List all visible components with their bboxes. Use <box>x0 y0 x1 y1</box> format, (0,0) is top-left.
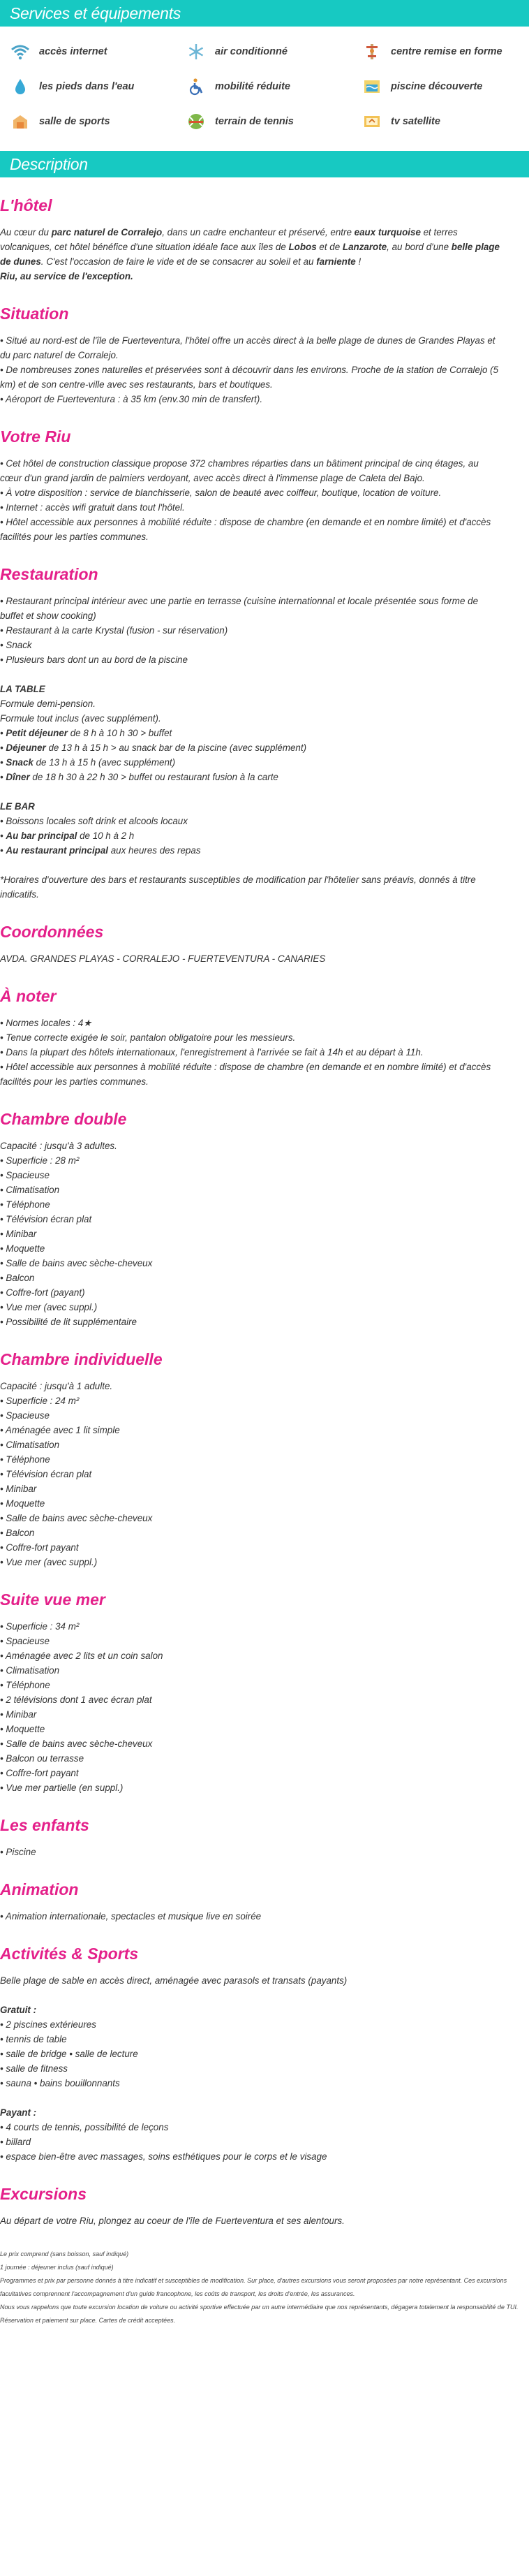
text-line: • Climatisation <box>0 1665 60 1676</box>
text-line: • Hôtel accessible aux personnes à mobilité réduite : dispose de chambre (en demande et en nombre limité) et d'accès <box>0 517 491 527</box>
description-content <box>0 177 529 2327</box>
restauration-note: *Horaires d'ouverture des bars et restaurants susceptibles de modification par l'hôtelier sans préavis, donnés à titre <box>0 874 476 885</box>
section-hotel <box>0 196 519 284</box>
restauration-note: indicatifs. <box>0 889 39 900</box>
text-line: • Moquette <box>0 1724 45 1734</box>
service-item-accessibility <box>186 77 362 96</box>
text-line: • Spacieuse <box>0 1636 50 1646</box>
bar-title: LE BAR <box>0 801 35 812</box>
text-line: • Balcon <box>0 1273 35 1283</box>
text-line: • espace bien-être avec massages, soins esthétiques pour le corps et le visage <box>0 2151 327 2162</box>
section-animation <box>0 1880 519 1924</box>
service-item-fitness <box>362 42 529 61</box>
service-item-beach <box>10 77 186 96</box>
service-item-sports-hall <box>10 112 186 131</box>
text-line: • Salle de bains avec sèche-cheveux <box>0 1258 153 1268</box>
section-situation <box>0 304 519 407</box>
wheelchair-icon <box>186 77 207 96</box>
service-item-tv <box>362 112 529 131</box>
text-line: • Aéroport de Fuerteventura : à 35 km (env.30 min de transfert). <box>0 394 263 404</box>
activites-intro: Belle plage de sable en accès direct, aménagée avec parasols et transats (payants) <box>0 1975 348 1986</box>
text-line: facultatives comprennent l'accompagnement d'un guide francophone, les coûts de transport, les droits d'entrée, les assurances. <box>0 2290 355 2297</box>
section-title: Situation <box>0 305 69 323</box>
text-line: • Vue mer (avec suppl.) <box>0 1557 98 1567</box>
riu-lines <box>0 456 519 544</box>
text-line: • Superficie : 24 m² <box>0 1396 80 1406</box>
text-line: km) et de son centre-ville avec ses restaurants, bars et boutiques. <box>0 379 273 390</box>
section-title: Votre Riu <box>0 427 71 446</box>
section-chambre-double <box>0 1109 519 1329</box>
text-line: • Balcon <box>0 1528 35 1538</box>
section-suite-vue-mer <box>0 1590 519 1795</box>
text-line: • Restaurant à la carte Krystal (fusion - sur réservation) <box>0 625 228 636</box>
table-title: LA TABLE <box>0 684 45 694</box>
text-line: • Animation internationale, spectacles et musique live en soirée <box>0 1911 262 1922</box>
text-line: • Normes locales : 4★ <box>0 1018 92 1028</box>
sports-hall-icon <box>10 112 31 131</box>
text-line: • Coffre-fort payant <box>0 1542 79 1553</box>
text-line: Nous vous rappelons que toute excursion location de voiture ou activité sportive effectuée par un autre intermédiaire que nos représentants, dégagera totalement la responsabilité de TUI. <box>0 2304 519 2311</box>
service-label: terrain de tennis <box>215 116 294 127</box>
text-line: • Coffre-fort (payant) <box>0 1287 85 1298</box>
text-line: • billard <box>0 2137 31 2147</box>
section-title: Chambre double <box>0 1110 127 1128</box>
text-line: • 2 télévisions dont 1 avec écran plat <box>0 1695 152 1705</box>
text-line: • Télévision écran plat <box>0 1214 92 1224</box>
text-line: Programmes et prix par personne donnés à titre indicatif et susceptibles de modification. Sur place, d'autres excursions vous seront proposées par notre représentant. Ces excursions <box>0 2277 507 2284</box>
text-line: Réservation et paiement sur place. Cartes de crédit acceptées. <box>0 2317 176 2324</box>
snowflake-icon <box>186 42 207 61</box>
service-label: mobilité réduite <box>215 81 290 92</box>
text-line: • Superficie : 28 m² <box>0 1155 80 1166</box>
section-title: Activités & Sports <box>0 1945 139 1963</box>
text-line: • Moquette <box>0 1498 45 1509</box>
section-title: Animation <box>0 1880 79 1898</box>
section-title: À noter <box>0 987 57 1005</box>
text-line: • Tenue correcte exigée le soir, pantalon obligatoire pour les messieurs. <box>0 1032 296 1043</box>
table-line: • Déjeuner de 13 h à 15 h > au snack bar de la piscine (avec supplément) <box>0 742 307 753</box>
text-line: • Salle de bains avec sèche-cheveux <box>0 1739 153 1749</box>
water-drop-icon <box>10 77 31 96</box>
tennis-icon <box>186 112 207 131</box>
text-line: • Situé au nord-est de l'île de Fuerteventura, l'hôtel offre un accès direct à la belle plage de dunes de Grandes Playas et <box>0 335 496 346</box>
gratuit-title: Gratuit : <box>0 2005 37 2015</box>
excursions-text: Au départ de votre Riu, plongez au coeur de l'île de Fuerteventura et ses alentours. <box>0 2216 345 2226</box>
description-header: Description <box>0 151 529 177</box>
table-line: Formule tout inclus (avec supplément). <box>0 713 161 724</box>
hotel-slogan: Riu, au service de l'exception. <box>0 271 133 281</box>
section-enfants <box>0 1815 519 1859</box>
satellite-tv-icon <box>362 112 382 131</box>
text-line: • Spacieuse <box>0 1410 50 1421</box>
section-title: Excursions <box>0 2185 87 2203</box>
text-line: • Snack <box>0 640 32 650</box>
table-line: • Petit déjeuner de 8 h à 10 h 30 > buffet <box>0 728 172 738</box>
table-line: • Dîner de 18 h 30 à 22 h 30 > buffet ou restaurant fusion à la carte <box>0 772 278 782</box>
services-header: Services et équipements <box>0 0 529 27</box>
services-grid <box>0 27 529 131</box>
animation-lines <box>0 1909 519 1924</box>
service-item-tennis <box>186 112 362 131</box>
text-line: Capacité : jusqu'à 1 adulte. <box>0 1381 113 1391</box>
pool-icon <box>362 77 382 96</box>
a-noter-lines <box>0 1016 519 1089</box>
service-label: piscine découverte <box>391 81 483 92</box>
section-excursions <box>0 2184 519 2228</box>
text-line: • Hôtel accessible aux personnes à mobilité réduite : dispose de chambre (en demande et en nombre limité) et d'accès <box>0 1062 491 1072</box>
text-line: • Minibar <box>0 1484 37 1494</box>
restauration-lines <box>0 594 519 667</box>
payant-lines <box>0 2120 519 2164</box>
text-line: du parc naturel de Corralejo. <box>0 350 119 360</box>
text-line: • Restaurant principal intérieur avec une partie en terrasse (cuisine internationnal et locale présentée sous forme de <box>0 596 479 606</box>
service-item-internet <box>10 42 186 61</box>
text-line: • Vue mer partielle (en suppl.) <box>0 1783 124 1793</box>
text-line: • À votre disposition : service de blanchisserie, salon de beauté avec coiffeur, boutique, location de voiture. <box>0 488 442 498</box>
bar-line: • Au bar principal de 10 h à 2 h <box>0 830 135 841</box>
text-line: • 2 piscines extérieures <box>0 2019 96 2030</box>
bar-line: • Boissons locales soft drink et alcools locaux <box>0 816 188 826</box>
text-line: • Dans la plupart des hôtels internationaux, l'enregistrement à l'arrivée se fait à 14h et au départ à 11h. <box>0 1047 424 1058</box>
service-label: tv satellite <box>391 116 440 127</box>
text-line: • Télévision écran plat <box>0 1469 92 1479</box>
bar-line: • Au restaurant principal aux heures des repas <box>0 845 201 856</box>
text-line: • Balcon ou terrasse <box>0 1753 84 1764</box>
text-line: facilités pour les parties communes. <box>0 1076 149 1087</box>
text-line: • Possibilité de lit supplémentaire <box>0 1317 137 1327</box>
hotel-text: de dunes. C'est l'occasion de faire le vide et de se consacrer au soleil et au farniente ! <box>0 256 362 267</box>
address: AVDA. GRANDES PLAYAS - CORRALEJO - FUERTEVENTURA - CANARIES <box>0 953 326 964</box>
service-item-aircon <box>186 42 362 61</box>
text-line: • Aménagée avec 2 lits et un coin salon <box>0 1651 163 1661</box>
text-line: 1 journée : déjeuner inclus (sauf indiqué) <box>0 2264 114 2271</box>
section-a-noter <box>0 986 519 1089</box>
text-line: • 4 courts de tennis, possibilité de leçons <box>0 2122 169 2132</box>
text-line: • tennis de table <box>0 2034 67 2044</box>
table-line: Formule demi-pension. <box>0 698 96 709</box>
section-title: Restauration <box>0 565 98 583</box>
table-line: • Snack de 13 h à 15 h (avec supplément) <box>0 757 176 768</box>
hotel-text: Au cœur du parc naturel de Corralejo, dans un cadre enchanteur et préservé, entre eaux turquoise et terres <box>0 227 458 237</box>
section-title: Suite vue mer <box>0 1590 105 1609</box>
text-line: • Moquette <box>0 1243 45 1254</box>
hotel-text: volcaniques, cet hôtel bénéfice d'une situation idéale face aux îles de Lobos et de Lanzarote, au bord d'une belle plage <box>0 242 500 252</box>
text-line: • Plusieurs bars dont un au bord de la piscine <box>0 654 188 665</box>
enfants-lines <box>0 1845 519 1859</box>
text-line: • Téléphone <box>0 1454 50 1465</box>
text-line: • Aménagée avec 1 lit simple <box>0 1425 120 1435</box>
service-label: air conditionné <box>215 46 288 57</box>
text-line: Capacité : jusqu'à 3 adultes. <box>0 1141 117 1151</box>
text-line: • De nombreuses zones naturelles et préservées sont à découvrir dans les environs. Proche de la station de Corralejo (5 <box>0 365 499 375</box>
fitness-icon <box>362 42 382 61</box>
text-line: • salle de fitness <box>0 2063 68 2074</box>
wifi-icon <box>10 42 31 61</box>
footer-notes <box>0 2248 519 2327</box>
text-line: cœur d'un grand jardin de palmiers verdoyant, avec accès direct à l'immense plage de Caleta del Bajo. <box>0 473 425 483</box>
suite-lines <box>0 1619 519 1795</box>
section-activites <box>0 1944 519 2164</box>
chambre-double-lines <box>0 1139 519 1329</box>
text-line: • sauna • bains bouillonnants <box>0 2078 120 2088</box>
gratuit-lines <box>0 2017 519 2091</box>
text-line: facilités pour les parties communes. <box>0 532 149 542</box>
text-line: • Spacieuse <box>0 1170 50 1180</box>
section-votre-riu <box>0 427 519 544</box>
service-label: les pieds dans l'eau <box>39 81 135 92</box>
section-chambre-individuelle <box>0 1349 519 1569</box>
section-title: Les enfants <box>0 1816 89 1834</box>
section-title: L'hôtel <box>0 196 52 214</box>
text-line: • Vue mer (avec suppl.) <box>0 1302 98 1312</box>
text-line: • Climatisation <box>0 1185 60 1195</box>
service-label: accès internet <box>39 46 107 57</box>
situation-lines <box>0 333 519 407</box>
section-title: Coordonnées <box>0 923 104 941</box>
text-line: Le prix comprend (sans boisson, sauf indiqué) <box>0 2251 129 2257</box>
text-line: buffet et show cooking) <box>0 610 96 621</box>
service-label: salle de sports <box>39 116 110 127</box>
text-line: • Téléphone <box>0 1680 50 1690</box>
text-line: • Cet hôtel de construction classique propose 372 chambres réparties dans un bâtiment principal de cinq étages, au <box>0 458 479 469</box>
chambre-individuelle-lines <box>0 1379 519 1569</box>
text-line: • salle de bridge • salle de lecture <box>0 2049 138 2059</box>
text-line: • Coffre-fort payant <box>0 1768 79 1778</box>
text-line: • Téléphone <box>0 1199 50 1210</box>
text-line: • Internet : accès wifi gratuit dans tout l'hôtel. <box>0 502 185 513</box>
section-restauration <box>0 564 519 902</box>
text-line: • Piscine <box>0 1847 36 1857</box>
service-label: centre remise en forme <box>391 46 502 57</box>
text-line: • Salle de bains avec sèche-cheveux <box>0 1513 153 1523</box>
text-line: • Minibar <box>0 1709 37 1720</box>
payant-title: Payant : <box>0 2107 37 2118</box>
section-coordonnees <box>0 922 519 966</box>
service-item-pool <box>362 77 529 96</box>
section-title: Chambre individuelle <box>0 1350 163 1368</box>
text-line: • Minibar <box>0 1229 37 1239</box>
text-line: • Climatisation <box>0 1440 60 1450</box>
text-line: • Superficie : 34 m² <box>0 1621 80 1632</box>
